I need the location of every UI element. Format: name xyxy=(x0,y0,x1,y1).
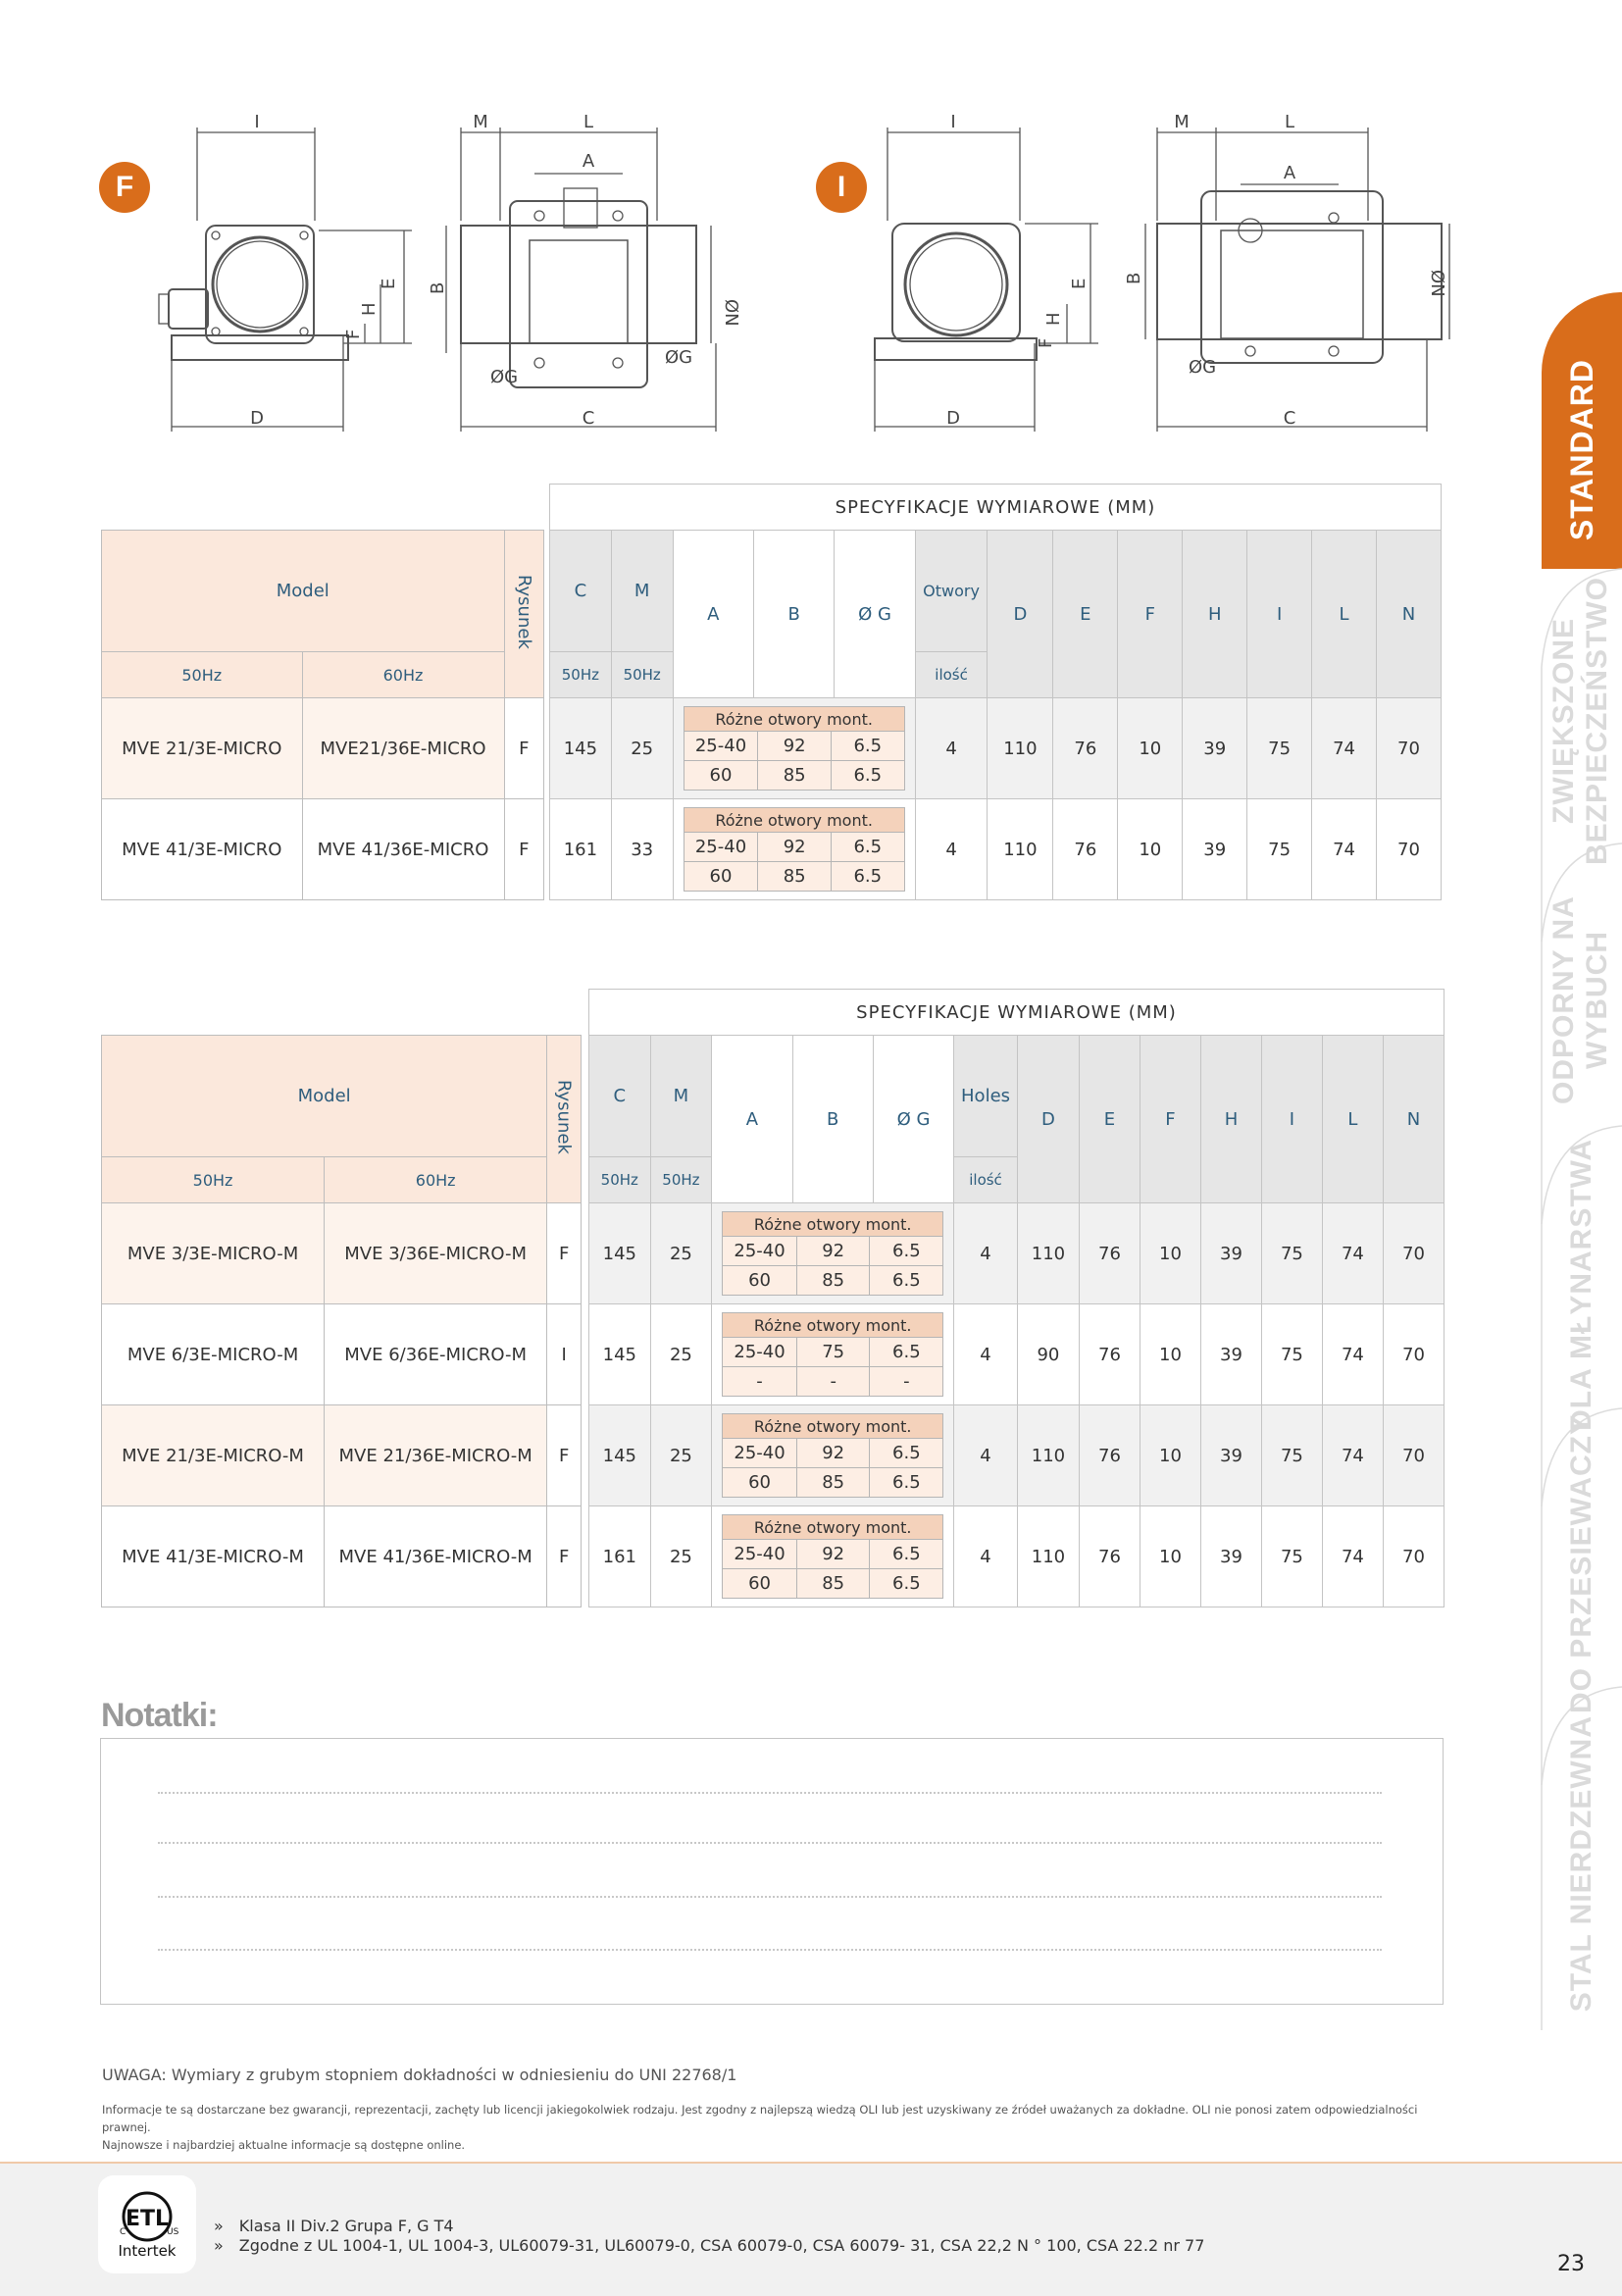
dim-i: I xyxy=(254,112,260,132)
cell-d: 110 xyxy=(1017,1506,1079,1607)
hole-g: 6.5 xyxy=(870,1266,943,1296)
cell-d: 110 xyxy=(1017,1405,1079,1506)
dim-l: L xyxy=(1284,112,1295,132)
cell-m: 25 xyxy=(650,1506,712,1607)
spec-table-2 xyxy=(588,989,1445,1607)
hole-b: - xyxy=(796,1367,870,1397)
hole-g: 6.5 xyxy=(831,833,904,862)
col-d: D xyxy=(988,531,1053,698)
holes-title: Różne otwory mont. xyxy=(723,1313,943,1338)
model-60hz: MVE 3/36E-MICRO-M xyxy=(325,1203,547,1304)
cell-e: 76 xyxy=(1080,1304,1140,1405)
col-i: I xyxy=(1247,531,1312,698)
cell-h: 39 xyxy=(1200,1506,1261,1607)
cell-n: 70 xyxy=(1377,698,1442,799)
holes-cell xyxy=(712,1203,954,1304)
cell-i: 75 xyxy=(1261,1304,1322,1405)
dim-f: F xyxy=(1036,337,1056,348)
cell-e: 76 xyxy=(1080,1405,1140,1506)
col-holes: Otwory xyxy=(915,531,988,652)
hole-g: 6.5 xyxy=(870,1338,943,1367)
side-tab-zwiekszone[interactable] xyxy=(1542,576,1622,865)
cell-l: 74 xyxy=(1322,1304,1383,1405)
dim-c: C xyxy=(1283,408,1296,429)
cell-l: 74 xyxy=(1312,799,1377,900)
holes-title: Różne otwory mont. xyxy=(684,707,904,732)
drawing-i-side xyxy=(1124,108,1461,441)
cell-i: 75 xyxy=(1247,799,1312,900)
hole-g: 6.5 xyxy=(870,1439,943,1468)
cell-d: 110 xyxy=(1017,1203,1079,1304)
hz60-header: 60Hz xyxy=(325,1157,547,1203)
side-tab-label: STAL NIERDZEWNA xyxy=(1565,1714,1597,2013)
side-tab-label: STANDARD xyxy=(1563,359,1599,541)
disclaimer-line-2: Najnowsze i najbardziej aktualne informacje są dostępne online. xyxy=(102,2138,466,2152)
dim-h: H xyxy=(1043,312,1064,326)
holes-cell xyxy=(712,1405,954,1506)
cell-n: 70 xyxy=(1383,1506,1444,1607)
col-g: Ø G xyxy=(873,1036,953,1203)
dim-l: L xyxy=(583,112,594,132)
dim-n: ØN xyxy=(721,299,741,327)
hole-g: 6.5 xyxy=(870,1468,943,1498)
hole-a: 25-40 xyxy=(723,1540,797,1569)
side-tab-standard[interactable] xyxy=(1542,292,1622,569)
cell-m: 25 xyxy=(611,698,673,799)
rysunek: F xyxy=(547,1405,582,1506)
cell-l: 74 xyxy=(1322,1506,1383,1607)
col-h: H xyxy=(1183,531,1247,698)
svg-text:ETL: ETL xyxy=(125,2207,170,2231)
cell-f: 10 xyxy=(1140,1506,1200,1607)
cell-i: 75 xyxy=(1261,1405,1322,1506)
sub-c: 50Hz xyxy=(589,1157,651,1203)
cell-c: 145 xyxy=(589,1405,651,1506)
cell-i: 75 xyxy=(1247,698,1312,799)
note-line xyxy=(158,1949,1382,1951)
notes-box[interactable] xyxy=(100,1738,1444,2005)
dim-a: A xyxy=(1283,163,1296,183)
col-g: Ø G xyxy=(835,531,915,698)
hole-a: 60 xyxy=(684,862,758,892)
col-n: N xyxy=(1377,531,1442,698)
col-f: F xyxy=(1118,531,1183,698)
cell-n: 70 xyxy=(1383,1203,1444,1304)
hole-b: 85 xyxy=(758,862,832,892)
table-row xyxy=(589,1405,1445,1506)
logo-c: C xyxy=(120,2227,127,2237)
dim-g-right: ØG xyxy=(665,347,693,368)
model-50hz: MVE 41/3E-MICRO xyxy=(102,799,303,900)
table-row xyxy=(589,1304,1445,1405)
cell-h: 39 xyxy=(1200,1405,1261,1506)
model-table-1 xyxy=(101,530,544,900)
holes-cell xyxy=(673,698,915,799)
model-50hz: MVE 21/3E-MICRO xyxy=(102,698,303,799)
cell-e: 76 xyxy=(1053,799,1118,900)
side-tab-label: ODPORNY NA WYBUCH xyxy=(1547,895,1613,1105)
cell-c: 145 xyxy=(550,698,612,799)
cell-d: 90 xyxy=(1017,1304,1079,1405)
bullet: » xyxy=(214,2217,224,2235)
hole-b: 92 xyxy=(758,833,832,862)
side-tab-label: ZWIĘKSZONE BEZPIECZEŃSTWO xyxy=(1547,576,1613,865)
drawing-i-front xyxy=(863,108,1118,441)
page-number: 23 xyxy=(1557,2252,1585,2276)
dim-c: C xyxy=(582,408,595,429)
col-c: C xyxy=(589,1036,651,1157)
cell-l: 74 xyxy=(1322,1405,1383,1506)
cell-qty: 4 xyxy=(954,1506,1018,1607)
col-l: L xyxy=(1322,1036,1383,1203)
hole-b: 85 xyxy=(796,1468,870,1498)
hole-a: 25-40 xyxy=(684,732,758,761)
model-60hz: MVE 6/36E-MICRO-M xyxy=(325,1304,547,1405)
table-row xyxy=(102,1506,582,1607)
model-60hz: MVE 41/36E-MICRO xyxy=(302,799,504,900)
table-row xyxy=(102,1203,582,1304)
cell-n: 70 xyxy=(1377,799,1442,900)
cell-qty: 4 xyxy=(954,1405,1018,1506)
dim-f: F xyxy=(343,329,364,339)
hole-g: 6.5 xyxy=(870,1569,943,1599)
cell-qty: 4 xyxy=(915,698,988,799)
col-f: F xyxy=(1140,1036,1200,1203)
sub-m: 50Hz xyxy=(650,1157,712,1203)
table-row xyxy=(550,799,1442,900)
col-e: E xyxy=(1080,1036,1140,1203)
drawing-f-side xyxy=(428,108,741,441)
hole-b: 92 xyxy=(796,1237,870,1266)
holes-cell xyxy=(712,1506,954,1607)
col-m: M xyxy=(611,531,673,652)
notes-title: Notatki: xyxy=(101,1697,218,1734)
cert-text-1: Klasa II Div.2 Grupa F, G T4 xyxy=(238,2217,454,2235)
col-e: E xyxy=(1053,531,1118,698)
hole-g: 6.5 xyxy=(870,1540,943,1569)
table-row xyxy=(102,698,544,799)
holes-subtable xyxy=(722,1211,943,1296)
dim-m: M xyxy=(473,112,488,132)
footer xyxy=(0,2162,1622,2296)
cell-h: 39 xyxy=(1200,1304,1261,1405)
cell-m: 25 xyxy=(650,1203,712,1304)
model-header: Model xyxy=(102,531,505,652)
hole-a: 60 xyxy=(723,1266,797,1296)
cell-f: 10 xyxy=(1118,698,1183,799)
note-line xyxy=(158,1792,1382,1794)
hz60-header: 60Hz xyxy=(302,652,504,698)
cell-h: 39 xyxy=(1183,698,1247,799)
cell-e: 76 xyxy=(1080,1203,1140,1304)
holes-title: Różne otwory mont. xyxy=(723,1515,943,1540)
intertek-logo xyxy=(98,2175,196,2273)
table-row xyxy=(102,1405,582,1506)
cert-text-2: Zgodne z UL 1004-1, UL 1004-3, UL60079-31, UL60079-0, CSA 60079-0, CSA 60079- 31, CSA 22,2 N ° 100, CSA 22.2 nr 77 xyxy=(238,2236,1205,2255)
holes-cell xyxy=(712,1304,954,1405)
hole-g: 6.5 xyxy=(831,732,904,761)
dim-e: E xyxy=(379,278,399,289)
dim-e: E xyxy=(1069,278,1090,289)
rysunek: F xyxy=(547,1203,582,1304)
cell-l: 74 xyxy=(1322,1203,1383,1304)
holes-cell xyxy=(673,799,915,900)
cell-h: 39 xyxy=(1200,1203,1261,1304)
hole-a: 60 xyxy=(723,1468,797,1498)
dim-d: D xyxy=(250,408,264,429)
col-b: B xyxy=(792,1036,873,1203)
cell-n: 70 xyxy=(1383,1405,1444,1506)
figure-badge-i: I xyxy=(816,162,867,213)
col-i: I xyxy=(1261,1036,1322,1203)
col-h: H xyxy=(1200,1036,1261,1203)
holes-subtable xyxy=(684,706,905,791)
col-a: A xyxy=(712,1036,792,1203)
dim-b: B xyxy=(1124,272,1144,284)
col-n: N xyxy=(1383,1036,1444,1203)
model-50hz: MVE 41/3E-MICRO-M xyxy=(102,1506,325,1607)
side-tab-odporny[interactable] xyxy=(1542,873,1622,1128)
hole-a: 25-40 xyxy=(684,833,758,862)
note-line xyxy=(158,1842,1382,1844)
dim-g-left: ØG xyxy=(490,367,519,387)
rysunek: F xyxy=(547,1506,582,1607)
dim-m: M xyxy=(1174,112,1190,132)
col-a: A xyxy=(673,531,753,698)
dim-a: A xyxy=(582,151,595,172)
hole-a: 25-40 xyxy=(723,1338,797,1367)
model-50hz: MVE 3/3E-MICRO-M xyxy=(102,1203,325,1304)
cell-m: 25 xyxy=(650,1304,712,1405)
sub-holes: ilość xyxy=(954,1157,1018,1203)
side-tab-label: DLA MŁYNARSTWA xyxy=(1565,1139,1597,1431)
figure-badge-f: F xyxy=(99,162,150,213)
holes-title: Różne otwory mont. xyxy=(723,1414,943,1439)
bullet: » xyxy=(214,2236,224,2255)
hole-g: 6.5 xyxy=(831,761,904,791)
disclaimer-line-1: Informacje te są dostarczane bez gwarancji, reprezentacji, zachęty lub licencji jakiegokolwiek rodzaju. Jest zgodny z najlepszą wiedzą OLI lub jest uzyskiwany ze źródeł uważanych za dokładne. OLI nie ponosi zatem odpowiedzialności prawnej. xyxy=(102,2103,1418,2134)
table-row xyxy=(102,1304,582,1405)
cell-n: 70 xyxy=(1383,1304,1444,1405)
cell-c: 161 xyxy=(550,799,612,900)
hole-a: 60 xyxy=(723,1569,797,1599)
cell-f: 10 xyxy=(1140,1405,1200,1506)
table-row xyxy=(550,698,1442,799)
model-60hz: MVE 41/36E-MICRO-M xyxy=(325,1506,547,1607)
logo-us: US xyxy=(167,2227,179,2237)
spec-title: SPECYFIKACJE WYMIAROWE (MM) xyxy=(550,485,1442,531)
col-l: L xyxy=(1312,531,1377,698)
col-b: B xyxy=(753,531,834,698)
cell-f: 10 xyxy=(1118,799,1183,900)
table-row xyxy=(589,1203,1445,1304)
hole-b: 85 xyxy=(796,1266,870,1296)
logo-text: Intertek xyxy=(118,2242,177,2260)
cell-qty: 4 xyxy=(954,1203,1018,1304)
cert-line-2 xyxy=(214,2236,1204,2255)
model-50hz: MVE 6/3E-MICRO-M xyxy=(102,1304,325,1405)
rysunek: F xyxy=(504,799,544,900)
cell-m: 33 xyxy=(611,799,673,900)
cell-qty: 4 xyxy=(954,1304,1018,1405)
cell-i: 75 xyxy=(1261,1506,1322,1607)
side-tab-label: DO PRZESIEWACZY xyxy=(1565,1414,1597,1714)
cell-f: 10 xyxy=(1140,1203,1200,1304)
model-60hz: MVE 21/36E-MICRO-M xyxy=(325,1405,547,1506)
side-tab-stal[interactable] xyxy=(1542,1714,1622,2013)
hz50-header: 50Hz xyxy=(102,652,303,698)
col-m: M xyxy=(650,1036,712,1157)
hole-b: 92 xyxy=(796,1540,870,1569)
cell-d: 110 xyxy=(988,799,1053,900)
disclaimer xyxy=(102,2101,1455,2154)
cert-line-1 xyxy=(214,2217,454,2235)
holes-subtable xyxy=(684,807,905,892)
holes-title: Różne otwory mont. xyxy=(684,808,904,833)
sub-c: 50Hz xyxy=(550,652,612,698)
hole-a: 25-40 xyxy=(723,1237,797,1266)
cell-m: 25 xyxy=(650,1405,712,1506)
dim-h: H xyxy=(359,302,380,316)
rysunek: I xyxy=(547,1304,582,1405)
drawing-f-front xyxy=(147,108,422,441)
dim-b: B xyxy=(428,281,448,294)
model-60hz: MVE21/36E-MICRO xyxy=(302,698,504,799)
hole-b: 92 xyxy=(758,732,832,761)
hole-b: 85 xyxy=(758,761,832,791)
cell-l: 74 xyxy=(1312,698,1377,799)
hole-b: 92 xyxy=(796,1439,870,1468)
holes-title: Różne otwory mont. xyxy=(723,1212,943,1237)
cell-i: 75 xyxy=(1261,1203,1322,1304)
rysunek: F xyxy=(504,698,544,799)
dim-d: D xyxy=(946,408,960,429)
col-holes: Holes xyxy=(954,1036,1018,1157)
cell-e: 76 xyxy=(1053,698,1118,799)
col-c: C xyxy=(550,531,612,652)
side-tab-mlynarstwa[interactable] xyxy=(1542,1139,1622,1431)
hole-a: 25-40 xyxy=(723,1439,797,1468)
uwaga-note: UWAGA: Wymiary z grubym stopniem dokładności w odniesieniu do UNI 22768/1 xyxy=(102,2066,737,2084)
sub-holes: ilość xyxy=(915,652,988,698)
hole-g: - xyxy=(870,1367,943,1397)
table-row xyxy=(102,799,544,900)
cell-qty: 4 xyxy=(915,799,988,900)
cell-f: 10 xyxy=(1140,1304,1200,1405)
table-row xyxy=(589,1506,1445,1607)
hole-a: - xyxy=(723,1367,797,1397)
hole-g: 6.5 xyxy=(870,1237,943,1266)
rysunek-header: Rysunek xyxy=(504,531,544,698)
hz50-header: 50Hz xyxy=(102,1157,325,1203)
rysunek-header: Rysunek xyxy=(547,1036,582,1203)
holes-subtable xyxy=(722,1514,943,1599)
model-table-2 xyxy=(101,1035,582,1607)
sub-m: 50Hz xyxy=(611,652,673,698)
cell-e: 76 xyxy=(1080,1506,1140,1607)
model-header: Model xyxy=(102,1036,547,1157)
spec-table-1 xyxy=(549,484,1442,900)
spec-title: SPECYFIKACJE WYMIAROWE (MM) xyxy=(589,990,1445,1036)
note-line xyxy=(158,1896,1382,1898)
cell-c: 145 xyxy=(589,1304,651,1405)
hole-g: 6.5 xyxy=(831,862,904,892)
cell-c: 145 xyxy=(589,1203,651,1304)
side-tab-przesiewaczy[interactable] xyxy=(1542,1414,1622,1714)
dim-n: ØN xyxy=(1427,270,1447,297)
hole-b: 85 xyxy=(796,1569,870,1599)
dim-g: ØG xyxy=(1189,357,1217,378)
hole-a: 60 xyxy=(684,761,758,791)
cell-c: 161 xyxy=(589,1506,651,1607)
holes-subtable xyxy=(722,1312,943,1397)
hole-b: 75 xyxy=(796,1338,870,1367)
dim-i: I xyxy=(950,112,956,132)
holes-subtable xyxy=(722,1413,943,1498)
cell-h: 39 xyxy=(1183,799,1247,900)
model-50hz: MVE 21/3E-MICRO-M xyxy=(102,1405,325,1506)
col-d: D xyxy=(1017,1036,1079,1203)
cell-d: 110 xyxy=(988,698,1053,799)
